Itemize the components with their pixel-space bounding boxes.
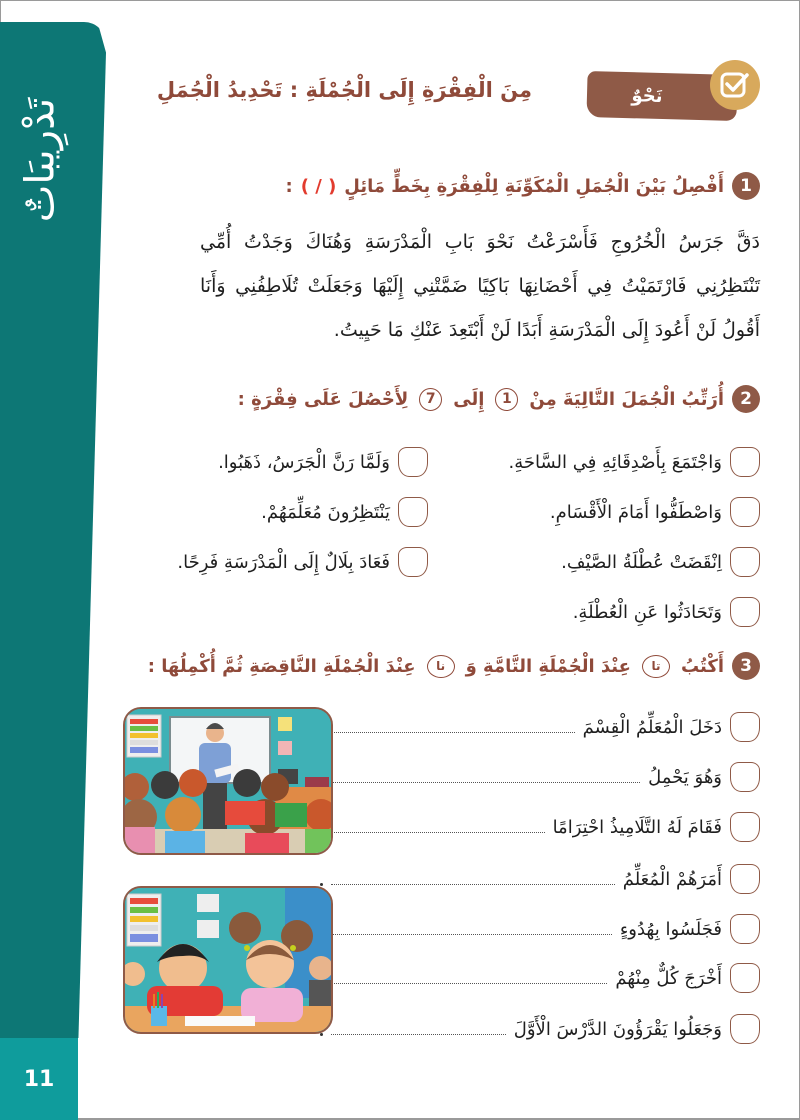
complete-mark-circle: تا [642,655,670,678]
question-number-badge: 3 [732,652,760,680]
sidebar-title [8,40,72,280]
lesson-label: نَحْوٌ [631,84,663,107]
sentence-item [320,963,760,993]
question-2-heading [238,385,760,413]
completion-line[interactable] [331,983,607,984]
classroom-teacher-illustration [123,707,333,855]
checkbox-check-icon [710,60,760,110]
page-title: مِنَ الْفِقْرَةِ إِلَى الْجُمْلَةِ : تَحْدِيدُ الْجُمَلِ [156,78,532,102]
line-end-dot [320,883,323,886]
page-number-box [0,1038,78,1120]
order-answer-box[interactable] [398,547,428,577]
sentence-item [320,762,760,792]
order-answer-box[interactable] [398,447,428,477]
sentence-text: أَخْرَجَ كُلٌّ مِنْهُمْ [615,967,722,989]
order-item [573,597,760,627]
sentence-item [320,1014,760,1044]
range-from-circle: 1 [495,388,518,411]
order-item-text: يَنْتَظِرُونَ مُعَلِّمَهُمْ. [261,501,390,523]
sentence-item [320,812,760,842]
completion-line[interactable] [331,934,612,935]
question-2-instruction-part1: أُرَتِّبُ الْجُمَلَ التَّالِيَةَ مِنْ [529,388,724,410]
question-1-paragraph: دَقَّ جَرَسُ الْخُرُوجِ فَأَسْرَعْتُ نَحْوَ بَابِ الْمَدْرَسَةِ وَهُنَاكَ وَجَدْتُ أُمِّي تَنْتَظِرُنِي فَارْتَمَيْتُ فِي أَحْضَانِهَا بَاكِيًا ضَمَّتْنِي إِلَيْهَا وَجَعَلَتْ تُلَاطِفُنِي وَأَنَا أَقُولُ لَنْ أَعُودَ إِلَى الْمَدْرَسَةِ أَبَدًا لَنْ أَبْتَعِدَ عَنْكِ مَا حَيِيتُ. [200,231,760,341]
order-item [218,447,428,477]
order-item [177,547,428,577]
colon: : [285,175,293,197]
order-item [550,497,760,527]
question-3-instruction-part2: عِنْدَ الْجُمْلَةِ التَّامَّةِ وَ [465,655,631,677]
sentence-answer-box[interactable] [730,712,760,742]
incomplete-mark-circle: نا [427,655,455,678]
completion-line[interactable] [331,732,575,733]
sentence-answer-box[interactable] [730,864,760,894]
completion-line[interactable] [331,832,545,833]
sentence-answer-box[interactable] [730,1014,760,1044]
question-2-instruction-part2: إِلَى [453,388,485,410]
order-item [508,447,760,477]
question-1-heading [286,172,760,200]
order-answer-box[interactable] [730,447,760,477]
sentence-answer-box[interactable] [730,812,760,842]
order-item-text: فَعَادَ بِلَالٌ إِلَى الْمَدْرَسَةِ فَرِحًا. [177,551,390,573]
completion-line[interactable] [331,782,640,783]
sentence-text: أَمَرَهُمْ الْمُعَلِّمُ [622,868,722,890]
order-item [261,497,428,527]
question-3-instruction-part1: أَكْتُبُ [680,655,724,677]
sentence-item [320,864,760,894]
order-item-text: وَاجْتَمَعَ بِأَصْدِقَائِهِ فِي السَّاحَةِ. [508,451,722,473]
slash-mark: ( / ) [300,175,337,197]
order-item [561,547,760,577]
order-answer-box[interactable] [398,497,428,527]
order-answer-box[interactable] [730,547,760,577]
sentence-answer-box[interactable] [730,762,760,792]
sentence-text: دَخَلَ الْمُعَلِّمُ الْقِسْمَ [582,716,722,738]
question-2-instruction-part3: لِأَحْصُلَ عَلَى فِقْرَةٍ : [237,388,409,410]
order-answer-box[interactable] [730,497,760,527]
range-to-circle: 7 [419,388,442,411]
sentence-answer-box[interactable] [730,963,760,993]
order-item-text: وَتَحَادَثُوا عَنِ الْعُطْلَةِ. [572,601,722,623]
question-number-badge: 1 [732,172,760,200]
sentence-text: وَجَعَلُوا يَقْرَؤُونَ الدَّرْسَ الْأَوَّلَ [513,1018,722,1040]
completion-line[interactable] [331,884,615,885]
students-writing-illustration [123,886,333,1034]
sidebar-title-text: تَدْرِيبَاتٌ [17,97,63,223]
sentence-item [320,914,760,944]
order-item-text: وَاصْطَفُّوا أَمَامَ الْأَقْسَامِ. [549,501,722,523]
question-3-instruction-part3: عِنْدَ الْجُمْلَةِ النَّاقِصَةِ ثُمَّ أُكْمِلُهَا : [147,655,416,677]
order-item-text: وَلَمَّا رَنَّ الْجَرَسُ، ذَهَبُوا. [218,451,390,473]
completion-line[interactable] [331,1034,506,1035]
sentence-text: فَجَلَسُوا بِهُدُوءٍ [619,918,722,940]
sentence-item [320,712,760,742]
sentence-text: وَهُوَ يَحْمِلُ [648,766,722,788]
order-item-text: اِنْقَضَتْ عُطْلَةُ الصَّيْفِ. [561,551,722,573]
order-answer-box[interactable] [730,597,760,627]
question-number-badge: 2 [732,385,760,413]
page-number: 11 [23,1066,55,1092]
question-3-heading [148,652,760,680]
sentence-text: فَقَامَ لَهُ التَّلَامِيذُ احْتِرَامًا [552,816,722,838]
sentence-answer-box[interactable] [730,914,760,944]
question-1-instruction: أَفْصِلُ بَيْنَ الْجُمَلِ الْمُكَوِّنَةِ لِلْفِقْرَةِ بِخَطٍّ مَائِلٍ [344,175,724,197]
